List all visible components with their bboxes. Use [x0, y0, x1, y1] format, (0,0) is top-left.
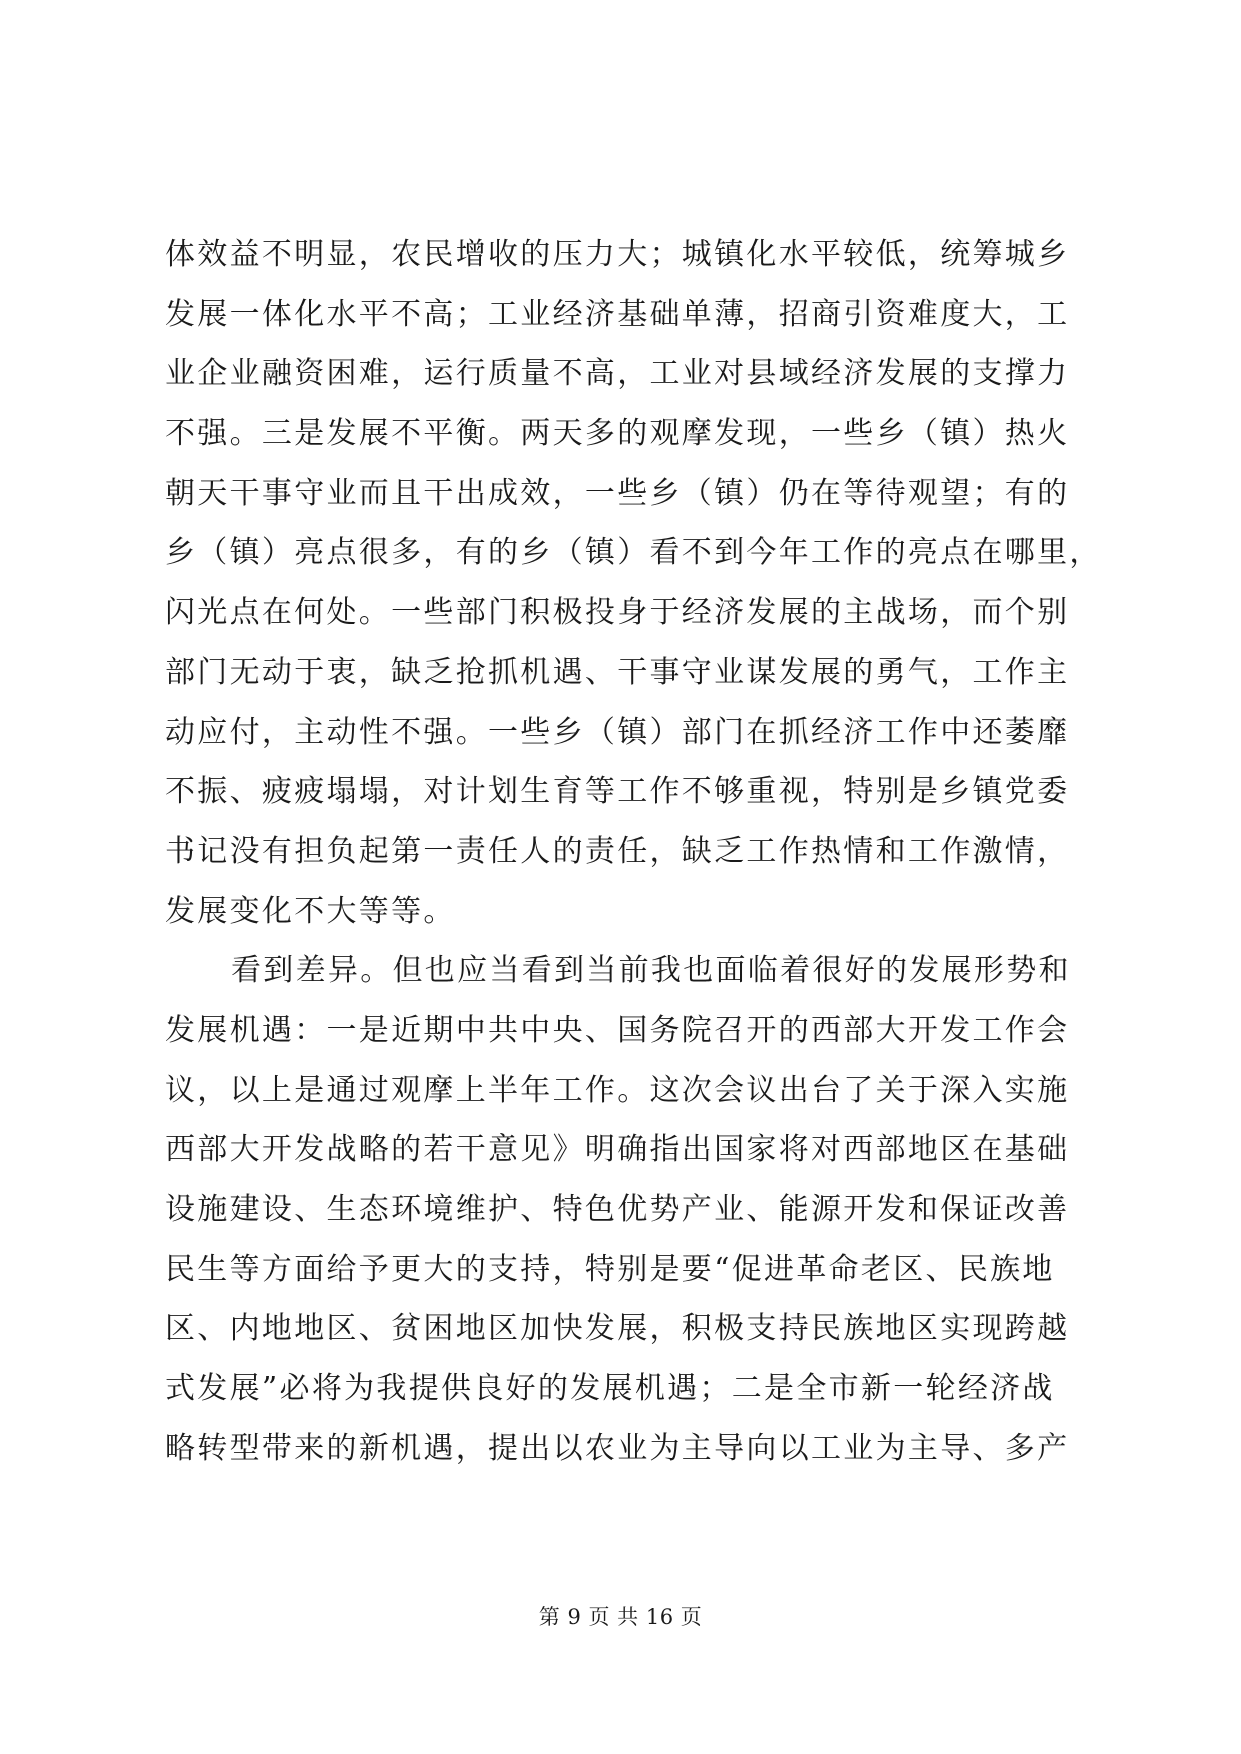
text-line: 书记没有担负起第一责任人的责任，缺乏工作热情和工作激情，: [165, 833, 1070, 869]
text-line: 设施建设、生态环境维护、特色优势产业、能源开发和保证改善: [165, 1192, 1070, 1227]
text-line: 业企业融资困难，运行质量不高，工业对县域经济发展的支撑力: [165, 356, 1070, 392]
text-line: 议，以上是通过观摩上半年工作。这次会议出台了关于深入实施: [165, 1072, 1070, 1108]
text-line: 乡（镇）亮点很多，有的乡（镇）看不到今年工作的亮点在哪里，: [165, 535, 1102, 571]
text-line: 不振、疲疲塌塌，对计划生育等工作不够重视，特别是乡镇党委: [165, 774, 1070, 810]
text-line: 西部大开发战略的若干意见》明确指出国家将对西部地区在基础: [165, 1132, 1070, 1168]
page-number-footer: 第 9 页 共 16 页: [538, 1605, 703, 1629]
text-line: 发展变化不大等等。: [165, 893, 456, 929]
text-line: 略转型带来的新机遇，提出以农业为主导向以工业为主导、多产: [165, 1430, 1070, 1466]
text-line: 闪光点在何处。一些部门积极投身于经济发展的主战场，而个别: [165, 595, 1070, 631]
text-line: 不强。三是发展不平衡。两天多的观摩发现，一些乡（镇）热火: [165, 416, 1070, 452]
text-line: 民生等方面给予更大的支持，特别是要“促进革命老区、民族地: [165, 1251, 1055, 1287]
paragraph-2: [165, 941, 1095, 1478]
text-line: 看到差异。但也应当看到当前我也面临着很好的发展形势和: [231, 953, 1071, 989]
body-text: [165, 225, 1102, 1478]
text-line: 发展一体化水平不高；工业经济基础单薄，招商引资难度大，工: [165, 296, 1070, 332]
paragraph-1: [165, 225, 1102, 941]
text-line: 部门无动于衷，缺乏抢抓机遇、干事守业谋发展的勇气，工作主: [165, 654, 1070, 690]
text-line: 朝天干事守业而且干出成效，一些乡（镇）仍在等待观望；有的: [165, 475, 1070, 511]
text-line: 发展机遇：一是近期中共中央、国务院召开的西部大开发工作会: [165, 1012, 1070, 1048]
text-line: 动应付，主动性不强。一些乡（镇）部门在抓经济工作中还萎靡: [165, 714, 1070, 750]
text-line: 体效益不明显，农民增收的压力大；城镇化水平较低，统筹城乡: [165, 237, 1070, 272]
text-line: 式发展”必将为我提供良好的发展机遇；二是全市新一轮经济战: [165, 1371, 1055, 1407]
text-line: 区、内地地区、贫困地区加快发展，积极支持民族地区实现跨越: [165, 1311, 1070, 1347]
